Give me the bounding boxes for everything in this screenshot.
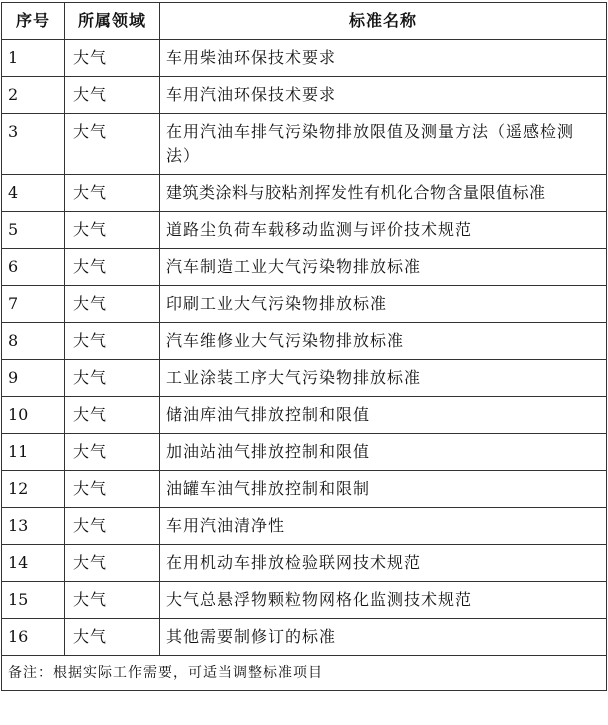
row-standard-name: 车用柴油环保技术要求 — [160, 40, 607, 77]
table-row — [2, 40, 607, 77]
row-domain: 大气 — [65, 40, 160, 77]
table-row — [2, 508, 607, 545]
row-standard-name: 车用汽油清净性 — [160, 508, 607, 545]
table-row — [2, 175, 607, 212]
row-number: 3 — [2, 114, 65, 175]
row-standard-name: 汽车维修业大气污染物排放标准 — [160, 323, 607, 360]
row-domain: 大气 — [65, 582, 160, 619]
row-domain: 大气 — [65, 360, 160, 397]
note-row — [2, 656, 607, 691]
table-row — [2, 212, 607, 249]
row-standard-name: 油罐车油气排放控制和限制 — [160, 471, 607, 508]
table-row — [2, 619, 607, 656]
row-number: 5 — [2, 212, 65, 249]
row-standard-name: 大气总悬浮物颗粒物网格化监测技术规范 — [160, 582, 607, 619]
row-number: 14 — [2, 545, 65, 582]
row-number: 12 — [2, 471, 65, 508]
table-row — [2, 77, 607, 114]
table-note: 备注：根据实际工作需要，可适当调整标准项目 — [2, 656, 607, 691]
row-domain: 大气 — [65, 323, 160, 360]
row-number: 9 — [2, 360, 65, 397]
row-number: 15 — [2, 582, 65, 619]
table-row — [2, 397, 607, 434]
row-standard-name: 汽车制造工业大气污染物排放标准 — [160, 249, 607, 286]
row-number: 10 — [2, 397, 65, 434]
row-standard-name: 道路尘负荷车载移动监测与评价技术规范 — [160, 212, 607, 249]
row-number: 2 — [2, 77, 65, 114]
row-domain: 大气 — [65, 175, 160, 212]
row-domain: 大气 — [65, 619, 160, 656]
table-header-row — [2, 3, 607, 40]
row-number: 6 — [2, 249, 65, 286]
row-number: 11 — [2, 434, 65, 471]
table-row — [2, 545, 607, 582]
row-domain: 大气 — [65, 286, 160, 323]
row-domain: 大气 — [65, 77, 160, 114]
header-serial-number: 序号 — [2, 3, 65, 40]
table-row — [2, 286, 607, 323]
row-domain: 大气 — [65, 114, 160, 175]
header-standard-name: 标准名称 — [160, 3, 607, 40]
row-standard-name: 其他需要制修订的标准 — [160, 619, 607, 656]
row-number: 1 — [2, 40, 65, 77]
table-row — [2, 114, 607, 175]
table-row — [2, 582, 607, 619]
table-row — [2, 471, 607, 508]
row-domain: 大气 — [65, 508, 160, 545]
row-domain: 大气 — [65, 212, 160, 249]
table-row — [2, 249, 607, 286]
row-standard-name: 印刷工业大气污染物排放标准 — [160, 286, 607, 323]
row-standard-name: 在用汽油车排气污染物排放限值及测量方法（遥感检测法） — [160, 114, 607, 175]
row-domain: 大气 — [65, 471, 160, 508]
header-domain: 所属领域 — [65, 3, 160, 40]
row-standard-name: 储油库油气排放控制和限值 — [160, 397, 607, 434]
row-number: 7 — [2, 286, 65, 323]
row-domain: 大气 — [65, 397, 160, 434]
row-number: 16 — [2, 619, 65, 656]
row-standard-name: 建筑类涂料与胶粘剂挥发性有机化合物含量限值标准 — [160, 175, 607, 212]
row-domain: 大气 — [65, 249, 160, 286]
table-row — [2, 323, 607, 360]
row-standard-name: 工业涂装工序大气污染物排放标准 — [160, 360, 607, 397]
row-standard-name: 车用汽油环保技术要求 — [160, 77, 607, 114]
row-domain: 大气 — [65, 434, 160, 471]
row-standard-name: 在用机动车排放检验联网技术规范 — [160, 545, 607, 582]
row-number: 8 — [2, 323, 65, 360]
table-row — [2, 434, 607, 471]
row-standard-name: 加油站油气排放控制和限值 — [160, 434, 607, 471]
row-domain: 大气 — [65, 545, 160, 582]
standards-table — [1, 2, 607, 691]
row-number: 4 — [2, 175, 65, 212]
row-number: 13 — [2, 508, 65, 545]
table-row — [2, 360, 607, 397]
